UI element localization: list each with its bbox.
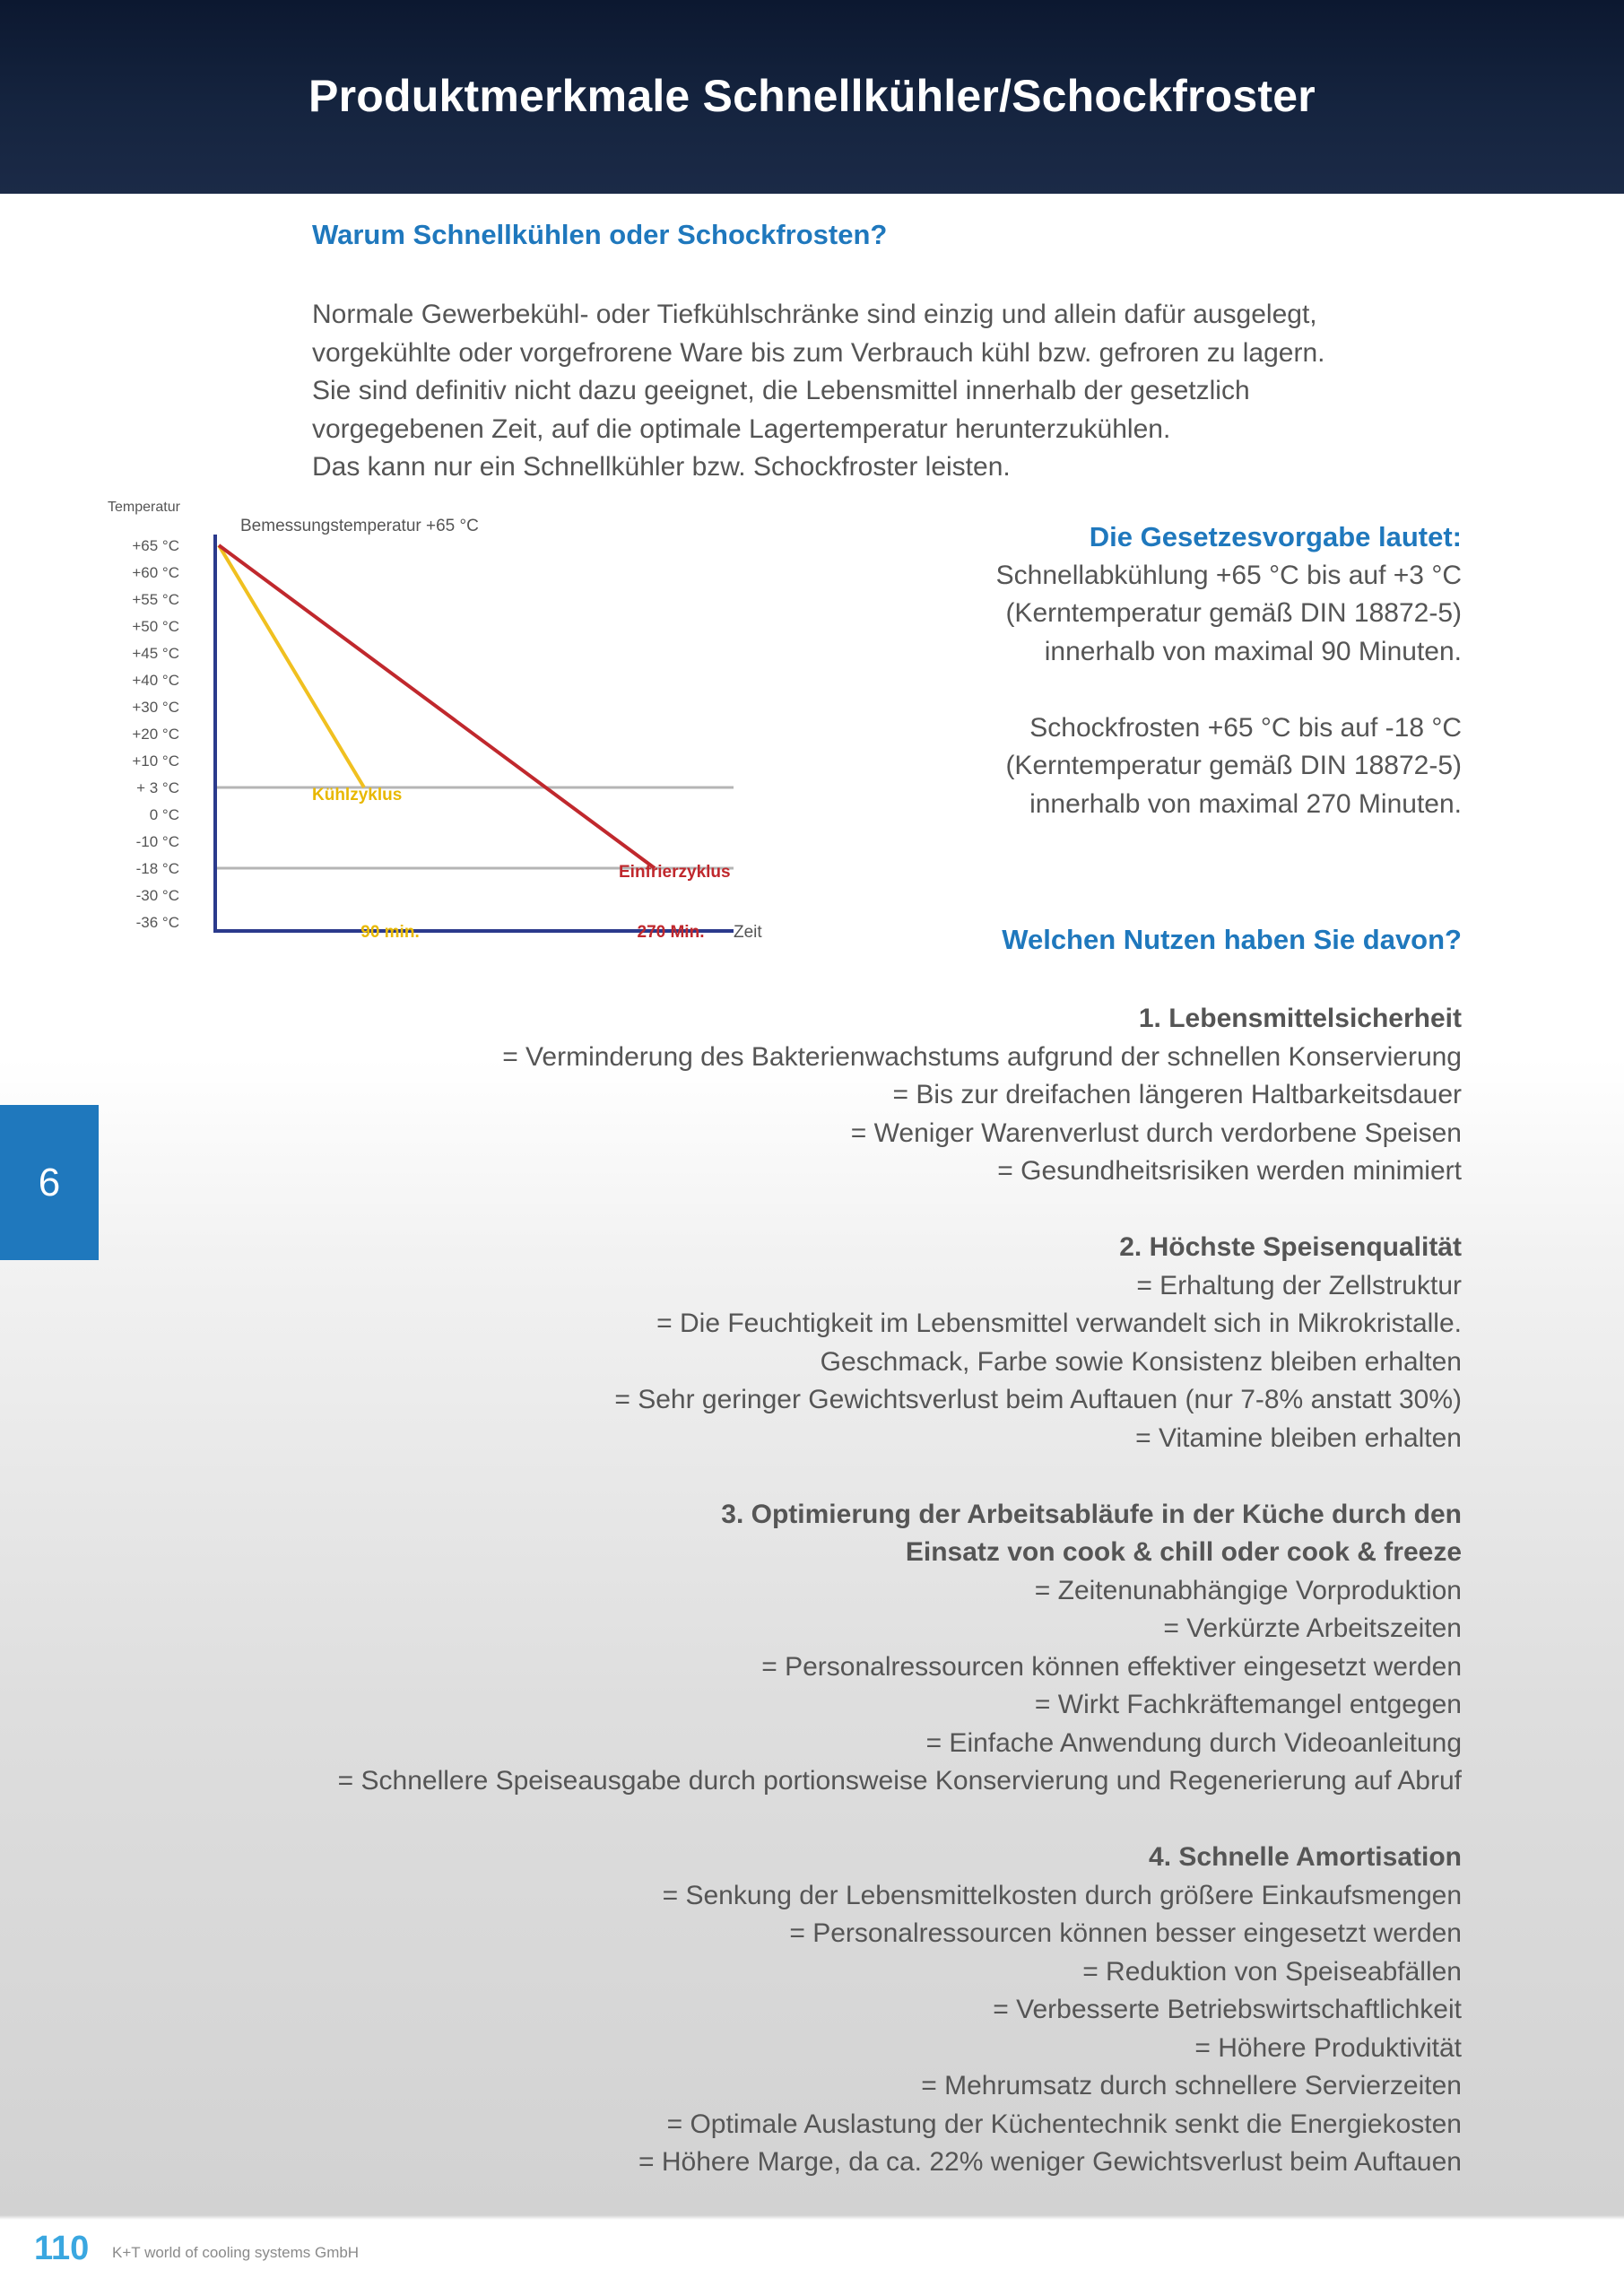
intro-line: Normale Gewerbekühl- oder Tiefkühlschränke sind einzig und allein dafür ausgelegt,: [312, 300, 1317, 329]
benefit-item: = Mehrumsatz durch schnellere Servierzeiten: [921, 2071, 1462, 2100]
y-tick-label: +30 °C: [132, 699, 179, 716]
page-title: Produktmerkmale Schnellkühler/Schockfroster: [308, 71, 1316, 121]
y-tick-label: -36 °C: [135, 914, 179, 931]
y-tick-label: +20 °C: [132, 726, 179, 743]
y-tick-label: + 3 °C: [136, 779, 179, 796]
benefit-item: = Vitamine bleiben erhalten: [1135, 1422, 1462, 1453]
intro-line: vorgekühlte oder vorgefrorene Ware bis zum Verbrauch kühl bzw. gefroren zu lagern.: [312, 337, 1325, 368]
benefits-heading: Welchen Nutzen haben Sie davon?: [1002, 924, 1462, 955]
benefit-item: Geschmack, Farbe sowie Konsistenz bleiben erhalten: [820, 1346, 1462, 1377]
y-tick-label: -10 °C: [135, 833, 179, 850]
law-line: (Kerntemperatur gemäß DIN 18872-5): [1005, 751, 1462, 780]
law-line: Schockfrosten +65 °C bis auf -18 °C: [1029, 712, 1462, 743]
y-tick-label: +65 °C: [132, 537, 179, 554]
benefit-item: = Zeitenunabhängige Vorproduktion: [1034, 1575, 1462, 1605]
law-line: (Kerntemperatur gemäß DIN 18872-5): [1005, 598, 1462, 628]
intro-text: [312, 296, 1505, 487]
benefits-list: [117, 1000, 1462, 2182]
y-tick-label: -30 °C: [135, 887, 179, 904]
y-tick-label: 0 °C: [149, 806, 179, 823]
y-tick-label: +50 °C: [132, 618, 179, 635]
benefit-item: = Sehr geringer Gewichtsverlust beim Auftauen (nur 7-8% anstatt 30%): [614, 1385, 1462, 1414]
benefit-item: = Personalressourcen können effektiver eingesetzt werden: [761, 1651, 1462, 1682]
benefit-section-title: 2. Höchste Speisenqualität: [1119, 1232, 1462, 1262]
x-tick-label: 90 min.: [360, 923, 420, 942]
benefit-item: = Höhere Produktivität: [1194, 2032, 1462, 2063]
x-tick-label: 270 Min.: [637, 923, 705, 942]
benefit-item: = Bis zur dreifachen längeren Haltbarkeitsdauer: [892, 1080, 1462, 1109]
law-line: Schnellabkühlung +65 °C bis auf +3 °C: [995, 560, 1462, 590]
intro-line: Das kann nur ein Schnellkühler bzw. Schockfroster leisten.: [312, 452, 1011, 482]
benefit-item: = Verminderung des Bakterienwachstums aufgrund der schnellen Konservierung: [502, 1041, 1462, 1072]
intro-line: Sie sind definitiv nicht dazu geeignet, die Lebensmittel innerhalb der gesetzlich: [312, 376, 1250, 405]
benefit-item: = Erhaltung der Zellstruktur: [1136, 1270, 1462, 1300]
page-header: [0, 0, 1624, 194]
y-tick-label: +10 °C: [132, 752, 179, 770]
series-line-1: [219, 545, 655, 868]
footer-company: K+T world of cooling systems GmbH: [112, 2244, 360, 2261]
benefit-item: = Senkung der Lebensmittelkosten durch größere Einkaufsmengen: [662, 1880, 1462, 1910]
benefit-item: = Die Feuchtigkeit im Lebensmittel verwandelt sich in Mikrokristalle.: [656, 1309, 1462, 1338]
benefit-section-title: 4. Schnelle Amortisation: [1149, 1842, 1462, 1872]
y-tick-label: -18 °C: [135, 860, 179, 877]
benefit-item: = Optimale Auslastung der Küchentechnik senkt die Energiekosten: [666, 2109, 1462, 2139]
intro-heading: Warum Schnellkühlen oder Schockfrosten?: [312, 219, 888, 250]
benefit-item: = Schnellere Speiseausgabe durch portionsweise Konservierung und Regenerierung auf Abruf: [337, 1766, 1462, 1796]
spacer: [655, 671, 1462, 709]
start-annotation: Bemessungstemperatur +65 °C: [240, 517, 479, 535]
benefit-item: = Verbesserte Betriebswirtschaftlichkeit: [993, 1995, 1462, 2024]
y-tick-label: +45 °C: [132, 645, 179, 662]
benefit-section-title: 3. Optimierung der Arbeitsabläufe in der Küche durch den: [721, 1499, 1462, 1529]
benefit-item: = Verkürzte Arbeitszeiten: [1163, 1613, 1462, 1643]
freeze-cycle-label: Einfrierzyklus: [619, 863, 731, 882]
benefit-item: = Wirkt Fachkräftemangel entgegen: [1034, 1690, 1462, 1719]
benefit-section-title: Einsatz von cook & chill oder cook & freeze: [905, 1537, 1462, 1567]
cool-cycle-label: Kühlzyklus: [312, 786, 403, 804]
benefit-item: = Gesundheitsrisiken werden minimiert: [997, 1156, 1462, 1186]
y-axis-label: Temperatur: [108, 500, 180, 515]
intro-line: vorgegebenen Zeit, auf die optimale Lagertemperatur herunterzukühlen.: [312, 413, 1171, 444]
y-tick-label: +55 °C: [132, 591, 179, 608]
benefit-item: = Weniger Warenverlust durch verdorbene Speisen: [850, 1118, 1462, 1148]
chapter-tab: 6: [0, 1105, 99, 1260]
page-number: 110: [34, 2230, 90, 2267]
benefit-section-title: 1. Lebensmittelsicherheit: [1138, 1004, 1462, 1033]
spacer: [117, 1801, 1462, 1839]
benefit-item: = Höhere Marge, da ca. 22% weniger Gewichtsverlust beim Auftauen: [638, 2147, 1462, 2177]
law-line: innerhalb von maximal 90 Minuten.: [1044, 636, 1462, 666]
benefit-item: = Personalressourcen können besser eingesetzt werden: [789, 1918, 1462, 1948]
benefit-item: = Einfache Anwendung durch Videoanleitung: [925, 1727, 1462, 1758]
benefit-item: = Reduktion von Speiseabfällen: [1082, 1956, 1462, 1987]
x-axis-label: Zeit: [734, 923, 762, 942]
spacer: [117, 1191, 1462, 1230]
spacer: [117, 1457, 1462, 1496]
law-block: [655, 518, 1462, 823]
series-line-0: [219, 545, 364, 787]
y-tick-label: +40 °C: [132, 672, 179, 689]
law-heading: Die Gesetzesvorgabe lautet:: [1089, 521, 1462, 552]
law-line: innerhalb von maximal 270 Minuten.: [1029, 788, 1462, 819]
y-tick-label: +60 °C: [132, 564, 179, 581]
